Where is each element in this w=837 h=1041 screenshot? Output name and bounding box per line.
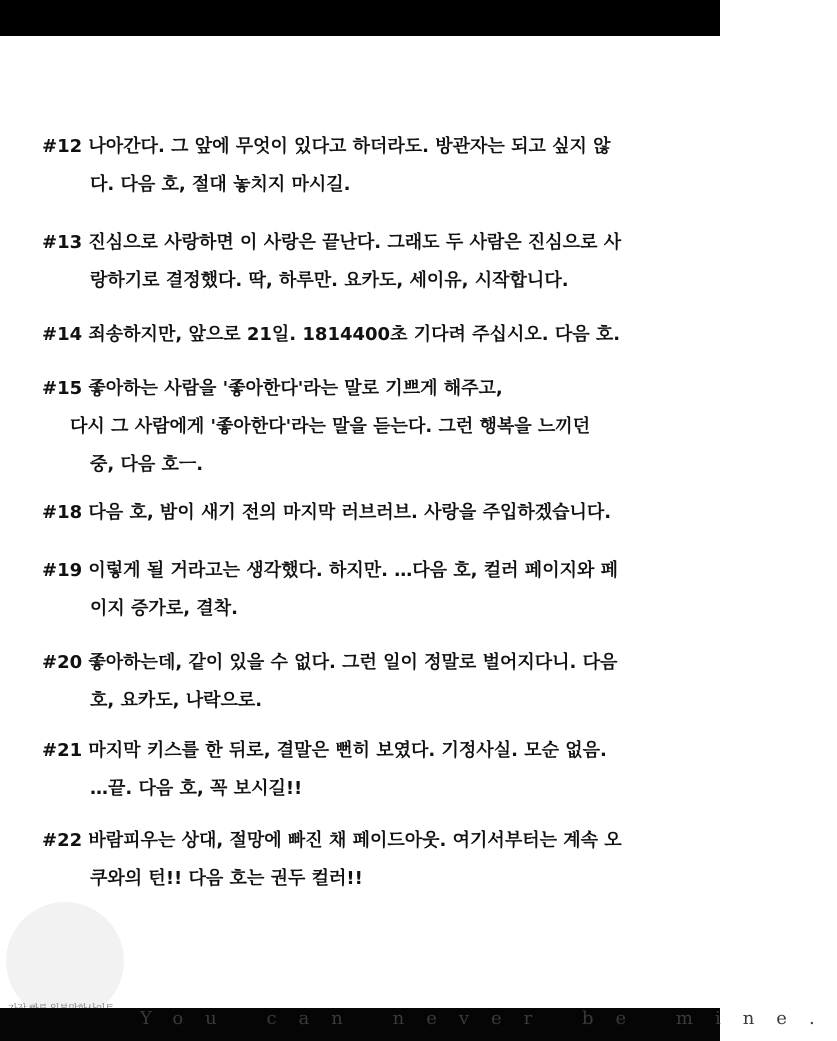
entry-line: #15 좋아하는 사람을 '좋아한다'라는 말로 기쁘게 해주고,: [42, 378, 503, 399]
entry-line: #19 이렇게 될 거라고는 생각했다. 하지만. …다음 호, 컬러 페이지와 페: [42, 560, 619, 581]
entry-line: 다. 다음 호, 절대 놓치지 마시길.: [90, 174, 351, 195]
entry-12: [42, 128, 682, 204]
entry-line: #14 죄송하지만, 앞으로 21일. 1814400초 기다려 주십시오. 다음 호.: [42, 324, 621, 345]
entry-14: [42, 316, 682, 354]
entry-line: 쿠와의 턴!! 다음 호는 권두 컬러!!: [90, 868, 363, 889]
entry-13: [42, 224, 682, 300]
entry-line: #18 다음 호, 밤이 새기 전의 마지막 러브러브. 사랑을 주입하겠습니다.: [42, 502, 612, 523]
entry-line: #21 마지막 키스를 한 뒤로, 결말은 뻔히 보였다. 기정사실. 모순 없음.: [42, 740, 607, 761]
entry-21: [42, 732, 682, 808]
entry-line: 이지 증가로, 결착.: [90, 598, 238, 619]
entry-19: [42, 552, 682, 628]
entry-22: [42, 822, 682, 898]
top-black-bar: [0, 0, 720, 36]
entry-line: 중, 다음 호ㅡ.: [90, 454, 204, 475]
entry-line: 랑하기로 결정했다. 딱, 하루만. 요카도, 세이유, 시작합니다.: [90, 270, 569, 291]
entry-line: 호, 요카도, 나락으로.: [90, 690, 263, 711]
entry-18: [42, 494, 682, 532]
entry-line: #13 진심으로 사랑하면 이 사랑은 끝난다. 그래도 두 사람은 진심으로 사: [42, 232, 622, 253]
entry-line: 다시 그 사람에게 '좋아한다'라는 말을 듣는다. 그런 행복을 느끼던: [70, 416, 591, 437]
footer-tagline: You can never be mine.: [140, 1008, 837, 1029]
entry-15: [42, 370, 682, 484]
entry-line: #22 바람피우는 상대, 절망에 빠진 채 페이드아웃. 여기서부터는 계속 오: [42, 830, 622, 851]
entry-line: #20 좋아하는데, 같이 있을 수 없다. 그런 일이 정말로 벌어지다니. 다음: [42, 652, 618, 673]
entry-line: …끝. 다음 호, 꼭 보시길!!: [90, 778, 303, 799]
entry-20: [42, 644, 682, 720]
entry-line: #12 나아간다. 그 앞에 무엇이 있다고 하더라도. 방관자는 되고 싶지 않: [42, 136, 611, 157]
